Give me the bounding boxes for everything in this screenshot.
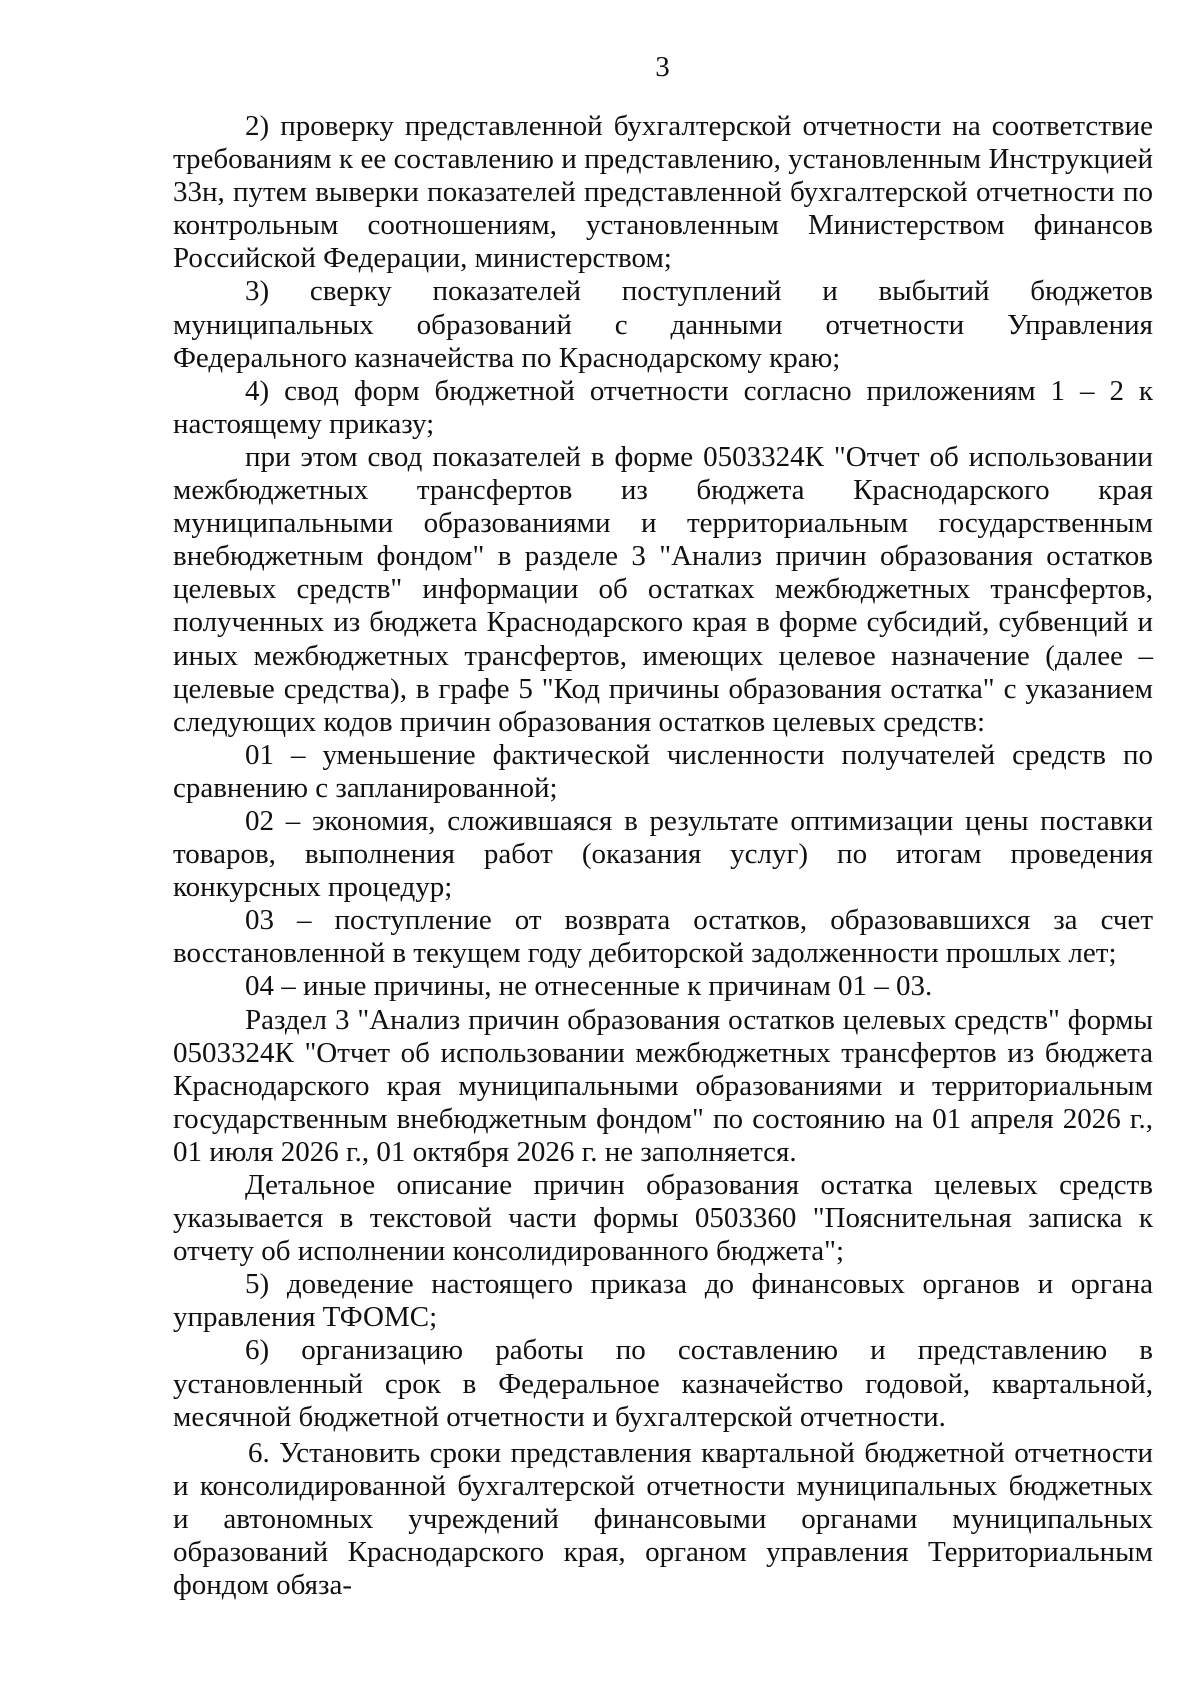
paragraph-detailed-description: Детальное описание причин образования остатка целевых средств указывается в текстовой части формы 0503360 "Пояснительная записка к отчету об исполнении консолидированного бюджета"; <box>173 1169 1153 1268</box>
paragraph-clause-6: 6. Установить сроки представления квартальной бюджетной отчетности и консолидированной бухгалтерской отчетности муниципальных бюджетных и автономных учреждений финансовыми органами муниципальных образований Краснодарского края, органом управления Территориальным фондом обяза- <box>173 1436 1153 1602</box>
paragraph-item-2: 2) проверку представленной бухгалтерской отчетности на соответствие требованиям к ее составлению и представлению, установленным Инструкцией 33н, путем выверки показателей представленной бухгалтерской отчетности по контрольным соотношениям, установленным Министерством финансов Российской Федерации, министерством; <box>173 110 1153 275</box>
document-body <box>173 110 1153 1602</box>
paragraph-item-3: 3) сверку показателей поступлений и выбытий бюджетов муниципальных образований с данными отчетности Управления Федерального казначейства по Краснодарскому краю; <box>173 275 1153 374</box>
paragraph-consolidation-note: при этом свод показателей в форме 0503324К "Отчет об использовании межбюджетных трансфертов из бюджета Краснодарского края муниципальными образованиями и территориальным государственным внебюджетным фондом" в разделе 3 "Анализ причин образования остатков целевых средств" информации об остатках межбюджетных трансфертов, полученных из бюджета Краснодарского края в форме субсидий, субвенций и иных межбюджетных трансфертов, имеющих целевое назначение (далее – целевые средства), в графе 5 "Код причины образования остатка" с указанием следующих кодов причин образования остатков целевых средств: <box>173 440 1153 738</box>
page-number: 3 <box>655 51 670 83</box>
paragraph-item-6: 6) организацию работы по составлению и представлению в установленный срок в Федеральное казначейство годовой, квартальной, месячной бюджетной отчетности и бухгалтерской отчетности. <box>173 1334 1153 1433</box>
paragraph-code-03: 03 – поступление от возврата остатков, образовавшихся за счет восстановленной в текущем году дебиторской задолженности прошлых лет; <box>173 904 1153 970</box>
paragraph-item-5: 5) доведение настоящего приказа до финансовых органов и органа управления ТФОМС; <box>173 1268 1153 1334</box>
paragraph-section-3-note: Раздел 3 "Анализ причин образования остатков целевых средств" формы 0503324К "Отчет об использовании межбюджетных трансфертов из бюджета Краснодарского края муниципальными образованиями и территориальным государственным внебюджетным фондом" по состоянию на 01 апреля 2026 г., 01 июля 2026 г., 01 октября 2026 г. не заполняется. <box>173 1003 1153 1168</box>
paragraph-item-4: 4) свод форм бюджетной отчетности согласно приложениям 1 – 2 к настоящему приказу; <box>173 374 1153 440</box>
paragraph-code-04: 04 – иные причины, не отнесенные к причинам 01 – 03. <box>245 970 933 1003</box>
paragraph-code-02: 02 – экономия, сложившаяся в результате оптимизации цены поставки товаров, выполнения работ (оказания услуг) по итогам проведения конкурсных процедур; <box>173 804 1153 904</box>
paragraph-code-01: 01 – уменьшение фактической численности получателей средств по сравнению с запланированной; <box>173 738 1153 804</box>
